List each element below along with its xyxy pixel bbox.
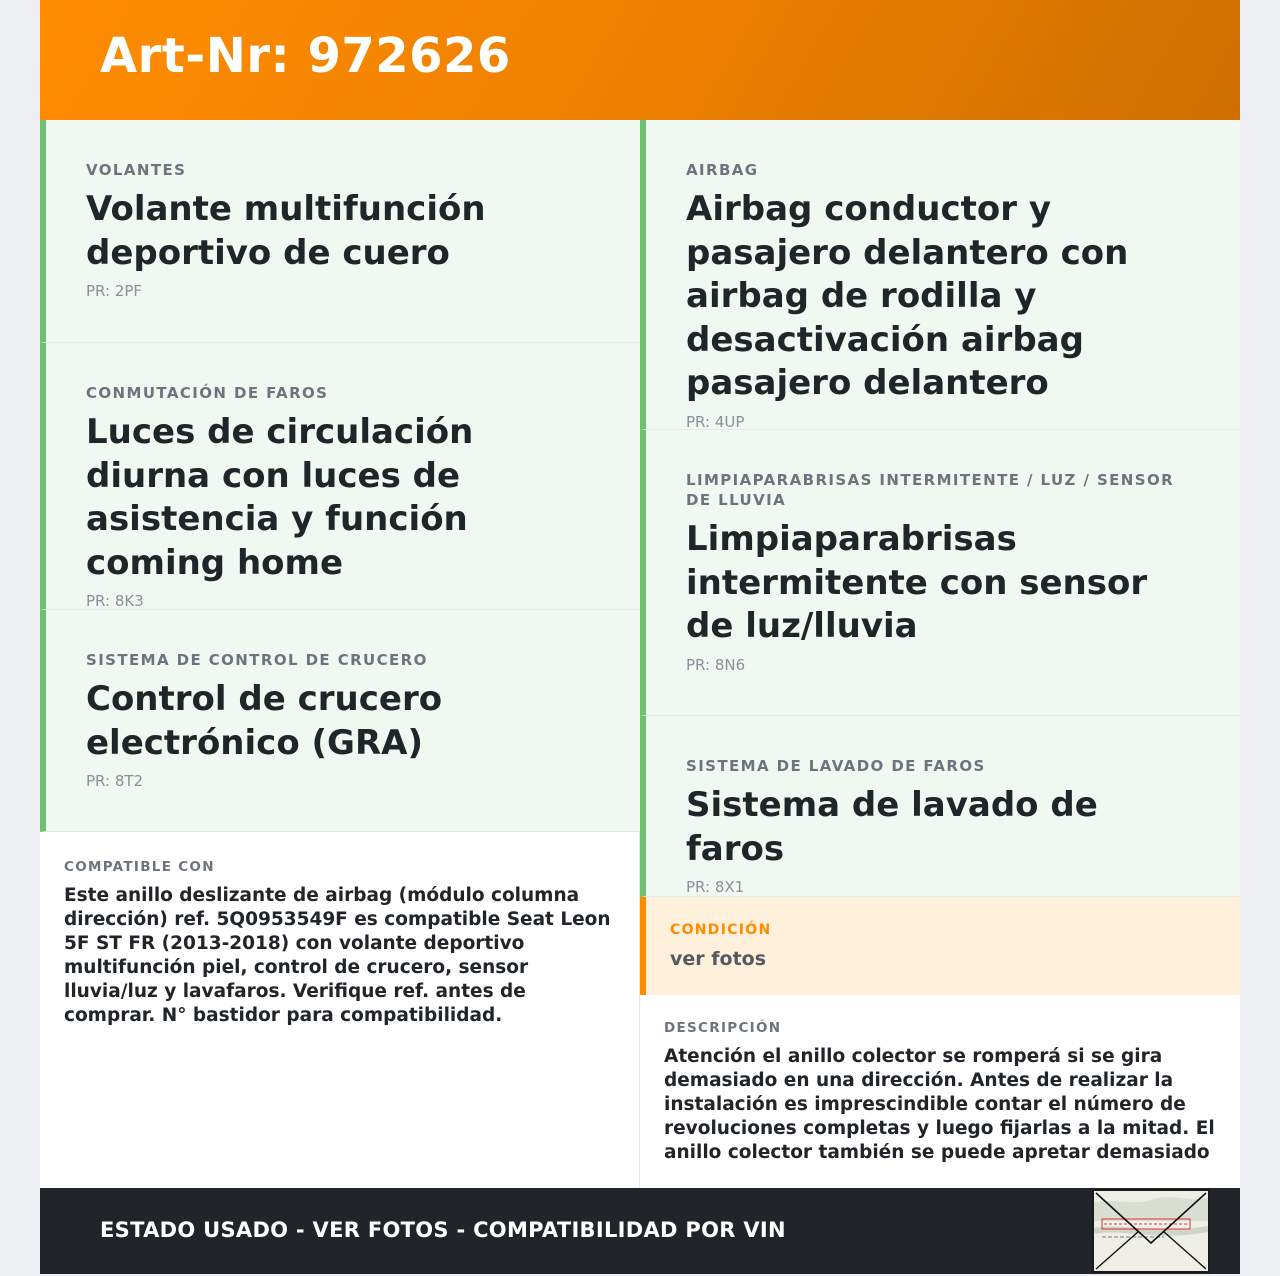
option-category: SISTEMA DE CONTROL DE CRUCERO: [86, 651, 428, 669]
option-card: [640, 430, 1240, 716]
document-photo-graphic: [1094, 1191, 1208, 1271]
option-category: SISTEMA DE LAVADO DE FAROS: [686, 757, 986, 775]
compatibility-section: [40, 832, 639, 1188]
option-category: CONMUTACIÓN DE FAROS: [86, 384, 329, 402]
option-card: [40, 120, 640, 343]
article-sheet: [40, 0, 1240, 1274]
option-pr-code: PR: 8X1: [686, 878, 745, 896]
option-pr-code: PR: 2PF: [86, 282, 143, 300]
option-title: Sistema de lavado de faros: [686, 785, 1098, 869]
document-photo-icon[interactable]: [1092, 1189, 1210, 1273]
option-title: Luces de circulación diurna con luces de asistencia y función coming home: [86, 412, 474, 583]
option-title: Limpiaparabrisas intermitente con sensor de luz/lluvia: [686, 519, 1148, 646]
description-text: Atención el anillo colector se romperá si se gira demasiado en una dirección. Antes de realizar la instalación es imprescindible contar el número de revoluciones completas y luego fijarlas a la mitad. El anillo colector también se puede apretar demasiado: [664, 1046, 1215, 1163]
option-card: [640, 120, 1240, 430]
option-category: VOLANTES: [86, 161, 187, 179]
condition-box: [640, 897, 1240, 995]
option-pr-code: PR: 8N6: [686, 655, 746, 674]
option-card: [40, 610, 640, 832]
description-label: DESCRIPCIÓN: [664, 1020, 782, 1036]
article-header: [40, 0, 1240, 120]
article-number-title: Art-Nr: 972626: [100, 28, 511, 84]
option-pr-code: PR: 8T2: [86, 772, 144, 790]
option-category: AIRBAG: [686, 161, 759, 179]
condition-value: ver fotos: [670, 948, 767, 970]
footer-bar: [40, 1188, 1240, 1274]
option-title: Volante multifunción deportivo de cuero: [86, 189, 486, 273]
footer-text: ESTADO USADO - VER FOTOS - COMPATIBILIDAD POR VIN: [100, 1218, 786, 1242]
description-section: [640, 995, 1240, 1188]
condition-label: CONDICIÓN: [670, 922, 772, 938]
option-title: Control de crucero electrónico (GRA): [86, 679, 443, 763]
option-pr-code: PR: 8K3: [86, 592, 144, 610]
option-category: LIMPIAPARABRISAS INTERMITENTE / LUZ / SENSOR DE LLUVIA: [686, 471, 1175, 509]
compatibility-label: COMPATIBLE CON: [64, 859, 215, 875]
compatibility-text: Este anillo deslizante de airbag (módulo columna dirección) ref. 5Q0953549F es compatible Seat Leon 5F ST FR (2013-2018) con volante deportivo multifunción piel, control de crucero, sensor lluvia/luz y lavafaros. Verifique ref. antes de comprar. N° bastidor para compatibilidad.: [64, 885, 611, 1026]
option-pr-code: PR: 4UP: [686, 412, 745, 431]
option-title: Airbag conductor y pasajero delantero con airbag de rodilla y desactivación airbag pasajero delantero: [686, 189, 1129, 403]
option-card: [640, 716, 1240, 897]
option-card: [40, 343, 640, 610]
